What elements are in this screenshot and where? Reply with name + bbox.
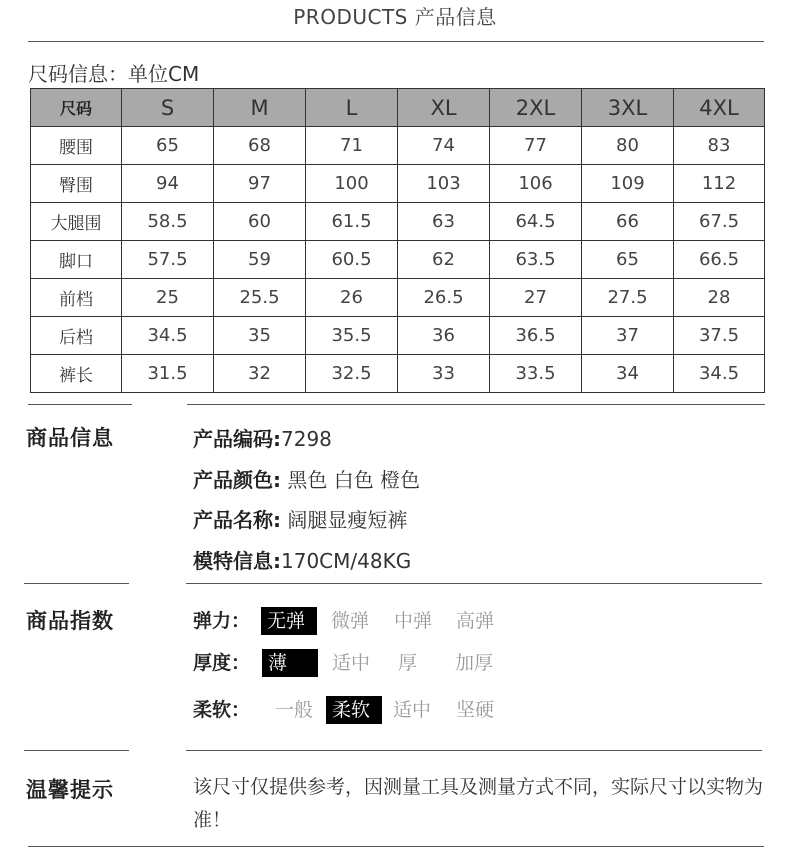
measurement-value: 37.5 — [674, 317, 765, 355]
size-header: S — [122, 89, 214, 127]
measurement-value: 112 — [674, 165, 765, 203]
tips-text: 该尺寸仅提供参考，因测量工具及测量方式不同，实际尺寸以实物为准！ — [193, 776, 764, 831]
measurement-value: 100 — [306, 165, 398, 203]
section-divider — [24, 583, 129, 584]
section-divider — [186, 750, 762, 751]
size-header: M — [214, 89, 306, 127]
index-option: 中弹 — [394, 610, 433, 632]
measurement-value: 67.5 — [674, 203, 765, 241]
measurement-value: 66 — [582, 203, 674, 241]
size-row — [31, 317, 765, 355]
size-row — [31, 165, 765, 203]
measurement-value: 97 — [214, 165, 306, 203]
measurement-value: 109 — [582, 165, 674, 203]
size-chart-label: 尺码信息：单位CM — [28, 62, 200, 86]
index-key: 弹力： — [193, 610, 251, 632]
info-value: 黑色 白色 橙色 — [281, 468, 421, 492]
measurement-value: 33.5 — [490, 355, 582, 393]
section-divider — [186, 583, 762, 584]
measurement-value: 63.5 — [490, 241, 582, 279]
measurement-value: 60 — [214, 203, 306, 241]
measurement-label: 臀围 — [31, 165, 122, 203]
index-option: 一般 — [275, 699, 314, 721]
measurement-value: 71 — [306, 127, 398, 165]
measurement-value: 65 — [122, 127, 214, 165]
measurement-value: 28 — [674, 279, 765, 317]
measurement-value: 33 — [398, 355, 490, 393]
measurement-value: 25 — [122, 279, 214, 317]
section-divider — [28, 846, 764, 847]
measurement-value: 26.5 — [398, 279, 490, 317]
measurement-value: 80 — [582, 127, 674, 165]
measurement-value: 65 — [582, 241, 674, 279]
product-index-title: 商品指数 — [26, 609, 114, 633]
measurement-value: 37 — [582, 317, 674, 355]
section-divider — [187, 404, 765, 405]
index-option: 高弹 — [456, 610, 495, 632]
measurement-value: 94 — [122, 165, 214, 203]
measurement-label: 后档 — [31, 317, 122, 355]
measurement-value: 35 — [214, 317, 306, 355]
size-header: L — [306, 89, 398, 127]
index-option: 无弹 — [261, 607, 317, 635]
info-value: 阔腿显瘦短裤 — [281, 508, 408, 532]
index-option: 厚 — [398, 652, 418, 674]
size-header: 3XL — [582, 89, 674, 127]
size-row — [31, 241, 765, 279]
measurement-value: 27 — [490, 279, 582, 317]
index-option: 加厚 — [455, 652, 494, 674]
measurement-value: 83 — [674, 127, 765, 165]
size-row — [31, 127, 765, 165]
index-option: 柔软 — [326, 696, 382, 724]
model-info-line — [193, 545, 411, 574]
measurement-value: 57.5 — [122, 241, 214, 279]
measurement-value: 27.5 — [582, 279, 674, 317]
size-row — [31, 279, 765, 317]
size-corner-header: 尺码 — [31, 89, 122, 127]
product-color-line — [193, 464, 420, 493]
measurement-value: 31.5 — [122, 355, 214, 393]
measurement-value: 61.5 — [306, 203, 398, 241]
product-info-title: 商品信息 — [26, 426, 114, 450]
measurement-value: 32.5 — [306, 355, 398, 393]
measurement-value: 60.5 — [306, 241, 398, 279]
measurement-value: 58.5 — [122, 203, 214, 241]
size-header-row — [31, 89, 765, 127]
index-key: 厚度： — [193, 652, 251, 674]
header-divider — [28, 41, 764, 42]
page-title: PRODUCTS 产品信息 — [293, 5, 497, 29]
measurement-label: 腰围 — [31, 127, 122, 165]
measurement-value: 66.5 — [674, 241, 765, 279]
size-row — [31, 203, 765, 241]
size-header: XL — [398, 89, 490, 127]
index-option: 适中 — [332, 652, 371, 674]
info-key: 产品编码: — [193, 427, 281, 451]
index-option: 微弹 — [331, 610, 370, 632]
info-key: 产品颜色: — [193, 468, 281, 492]
info-value: 170CM/48KG — [281, 549, 412, 573]
info-value: 7298 — [281, 427, 332, 451]
info-key: 产品名称: — [193, 508, 281, 532]
measurement-value: 36.5 — [490, 317, 582, 355]
measurement-value: 35.5 — [306, 317, 398, 355]
size-chart-table — [30, 88, 765, 393]
measurement-value: 103 — [398, 165, 490, 203]
index-option: 适中 — [393, 699, 432, 721]
size-header: 2XL — [490, 89, 582, 127]
product-name-line — [193, 504, 407, 533]
info-key: 模特信息: — [193, 549, 281, 573]
measurement-value: 64.5 — [490, 203, 582, 241]
measurement-label: 大腿围 — [31, 203, 122, 241]
measurement-value: 36 — [398, 317, 490, 355]
section-divider — [24, 750, 129, 751]
measurement-value: 25.5 — [214, 279, 306, 317]
measurement-value: 63 — [398, 203, 490, 241]
index-option: 薄 — [262, 649, 318, 677]
measurement-value: 34 — [582, 355, 674, 393]
tips-title: 温馨提示 — [26, 778, 114, 802]
measurement-label: 前档 — [31, 279, 122, 317]
measurement-value: 59 — [214, 241, 306, 279]
measurement-label: 脚口 — [31, 241, 122, 279]
measurement-value: 26 — [306, 279, 398, 317]
index-option: 坚硬 — [456, 699, 495, 721]
measurement-value: 34.5 — [122, 317, 214, 355]
index-key: 柔软： — [193, 699, 251, 721]
measurement-value: 32 — [214, 355, 306, 393]
measurement-value: 62 — [398, 241, 490, 279]
size-header: 4XL — [674, 89, 765, 127]
measurement-value: 34.5 — [674, 355, 765, 393]
section-divider — [28, 404, 132, 405]
measurement-value: 74 — [398, 127, 490, 165]
measurement-value: 68 — [214, 127, 306, 165]
product-code-line — [193, 423, 332, 452]
size-row — [31, 355, 765, 393]
measurement-value: 106 — [490, 165, 582, 203]
measurement-value: 77 — [490, 127, 582, 165]
measurement-label: 裤长 — [31, 355, 122, 393]
